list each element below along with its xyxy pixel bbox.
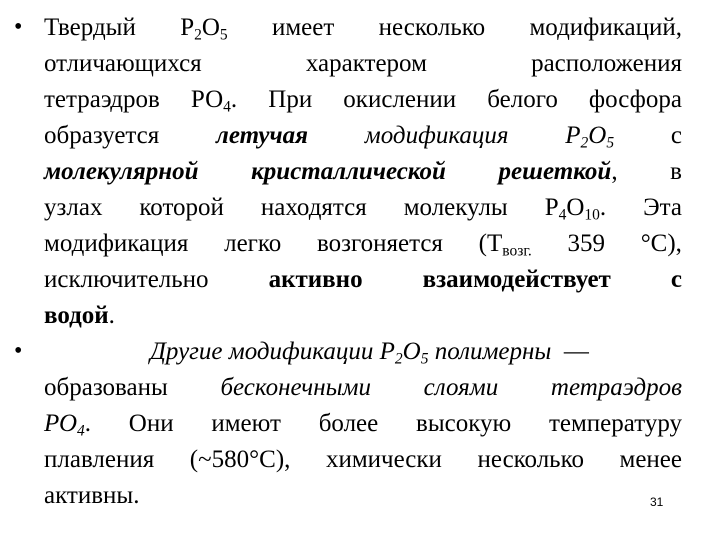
word-emphasis: молекулярной	[44, 158, 199, 185]
word-bold: водой.	[44, 302, 115, 329]
word: несколько	[378, 14, 486, 41]
word: имеют	[211, 410, 281, 437]
text-line	[44, 118, 682, 153]
text-line	[44, 10, 682, 45]
word-emphasis: кристаллической	[251, 158, 446, 185]
word-italic: бесконечными	[220, 374, 372, 401]
word: Они	[128, 410, 174, 437]
formula: $РО_4$.	[190, 86, 238, 116]
word-emphasis: летучая	[216, 122, 309, 149]
word: Эта	[643, 194, 682, 221]
word: фосфора	[588, 86, 682, 113]
word: возгоняется	[316, 230, 443, 257]
word: образованы	[44, 374, 168, 401]
word: менее	[619, 446, 682, 473]
word-italic: тетраэдров	[550, 374, 682, 401]
text-line	[44, 226, 682, 261]
word: высокую	[416, 410, 512, 437]
word: исключительно	[44, 266, 209, 293]
word-bold: с	[670, 266, 682, 293]
word: несколько	[477, 446, 584, 473]
word: образуется	[44, 122, 160, 149]
text-line	[44, 406, 682, 441]
word: более	[318, 410, 379, 437]
word: с	[670, 122, 682, 149]
text-line	[44, 82, 682, 117]
text-line	[44, 190, 682, 225]
word: модификация	[44, 230, 189, 257]
text-line	[44, 442, 682, 477]
bullet-mark: •	[14, 338, 23, 364]
text-line	[44, 478, 682, 513]
word: химически	[325, 446, 442, 473]
word: (~580°С),	[189, 446, 291, 473]
word-italic: слоями	[423, 374, 499, 401]
formula: $P_2O_5$	[565, 122, 615, 152]
word: температуру	[548, 410, 682, 437]
text-line	[44, 154, 682, 189]
word: тетраэдров	[44, 86, 160, 113]
word: 359	[567, 230, 605, 257]
word: отличающихся	[44, 50, 202, 77]
text-line	[44, 262, 682, 297]
word-emphasis: решеткой,	[498, 158, 618, 185]
word: При	[268, 86, 313, 113]
word-bold: активно	[268, 266, 363, 293]
word: которой	[139, 194, 224, 221]
word: расположения	[531, 50, 682, 77]
word-bold: взаимодействует	[422, 266, 611, 293]
word: Твердый	[44, 14, 136, 41]
word: в	[670, 158, 682, 185]
page-number: 31	[650, 495, 664, 509]
word: —	[557, 338, 589, 365]
text-line	[44, 298, 682, 333]
word: плавления	[44, 446, 155, 473]
word: молекулы	[403, 194, 508, 221]
word: окислении	[343, 86, 457, 113]
text-line	[44, 370, 682, 405]
word: находятся	[260, 194, 367, 221]
text-line	[44, 46, 682, 81]
word: активны.	[44, 482, 140, 509]
word: имеет	[271, 14, 335, 41]
bullet-mark: •	[14, 14, 23, 40]
word-italic: Другие модификации $P_2O_5$ полимерны	[150, 338, 552, 368]
formula: $P_4O_{10}$.	[544, 194, 607, 224]
word: узлах	[44, 194, 103, 221]
word: легко	[224, 230, 282, 257]
text-line	[44, 334, 682, 369]
formula: $P_2O_5$	[180, 14, 228, 44]
word: характером	[305, 50, 427, 77]
word: °С),	[640, 230, 682, 257]
word-italic: модификация	[364, 122, 509, 149]
formula: $РО_4$.	[44, 410, 91, 440]
formula: ($T_{возг.}$	[478, 230, 532, 260]
word: модификаций,	[529, 14, 682, 41]
word: белого	[487, 86, 558, 113]
